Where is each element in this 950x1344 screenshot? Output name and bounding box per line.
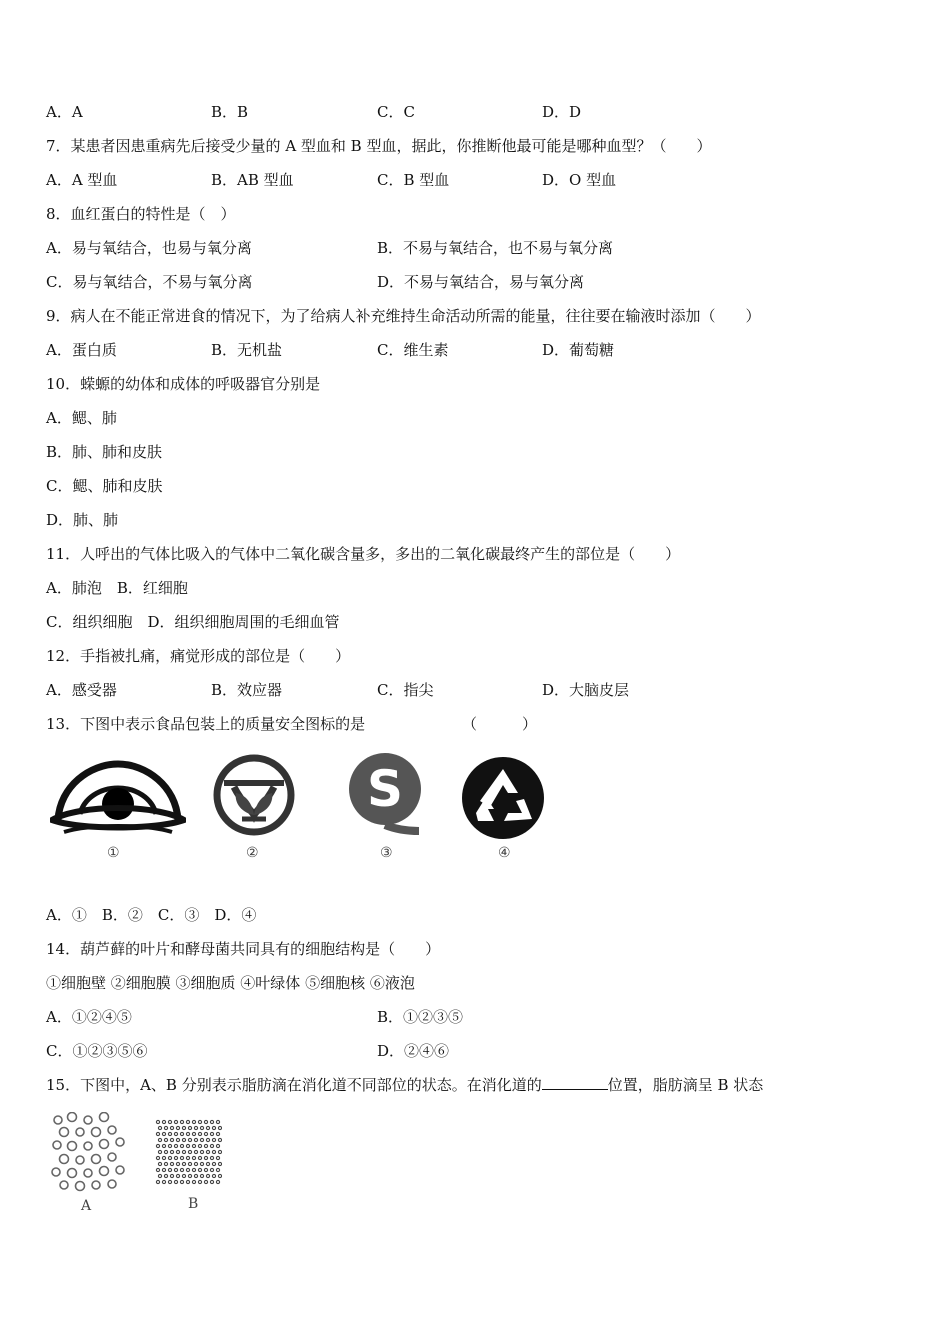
q12-option-d: D．大脑皮层 [542,681,630,699]
q10-option-a: A．鳃、肺 [46,409,117,427]
q15-stem-part-a: 15．下图中，A、B 分别表示脂肪滴在消化道不同部位的状态。在消化道的 [46,1076,542,1094]
q15-stem-part-b: 位置，脂肪滴呈 B 状态 [607,1076,764,1094]
q11-options-cd: C．组织细胞 D．组织细胞周围的毛细血管 [46,613,340,631]
q8-option-a: A．易与氧结合，也易与氧分离 [46,239,252,257]
q14-option-a: A．①②④⑤ [46,1008,132,1026]
q8-stem: 8．血红蛋白的特性是（ ） [46,205,236,223]
q12-stem: 12．手指被扎痛，痛觉形成的部位是（ ） [46,647,351,665]
green-food-emblem-icon [212,753,296,837]
q6-option-b: B．B [211,103,249,121]
halo-logo-icon [50,758,186,836]
q6-option-d: D．D [542,103,582,121]
q9-option-a: A．蛋白质 [46,341,117,359]
q13-caption-2: ② [246,845,259,861]
recycle-icon [460,755,546,841]
q10-option-b: B．肺、肺和皮肤 [46,443,163,461]
q6-option-c: C．C [377,103,415,121]
q8-option-c: C．易与氧结合，不易与氧分离 [46,273,253,291]
q9-stem: 9．病人在不能正常进食的情况下，为了给病人补充维持生命活动所需的能量，往往要在输液时添加（ ） [46,307,761,325]
q7-stem: 7．某患者因患重病先后接受少量的 A 型血和 B 型血，据此，你推断他最可能是哪种血型？（ ） [46,137,712,155]
q12-option-c: C．指尖 [377,681,434,699]
q9-option-d: D．葡萄糖 [542,341,615,359]
q7-option-c: C．B 型血 [377,171,450,189]
q10-option-d: D．肺、肺 [46,511,119,529]
q10-stem: 10．蝾螈的幼体和成体的呼吸器官分别是 [46,375,321,393]
q14-option-c: C．①②③⑤⑥ [46,1042,148,1060]
q14-option-b: B．①②③⑤ [377,1008,464,1026]
q9-option-b: B．无机盐 [211,341,283,359]
q8-option-b: B．不易与氧结合，也不易与氧分离 [377,239,614,257]
q7-option-a: A．A 型血 [46,171,118,189]
fat-droplets-a-figure [50,1112,128,1192]
q6-option-a: A．A [46,103,83,121]
q7-option-b: B．AB 型血 [211,171,294,189]
q13-caption-1: ① [107,845,120,861]
q15-caption-b: B [188,1196,199,1212]
q9-option-c: C．维生素 [377,341,449,359]
q13-paren: （ ） [462,715,538,733]
svg-text:S: S [366,760,404,818]
q15-caption-a: A [81,1198,92,1214]
q10-option-c: C．鳃、肺和皮肤 [46,477,163,495]
q13-caption-4: ④ [498,845,511,861]
q13-caption-3: ③ [380,845,393,861]
q14-stem: 14．葫芦藓的叶片和酵母菌共同具有的细胞结构是（ ） [46,940,441,958]
q15-stem [46,1075,763,1095]
q7-option-d: D．O 型血 [542,171,617,189]
q15-answer-blank[interactable] [542,1075,608,1090]
q11-stem: 11．人呼出的气体比吸入的气体中二氧化碳含量多，多出的二氧化碳最终产生的部位是（ ） [46,545,681,563]
fat-droplets-b-figure [154,1118,222,1186]
q11-options-ab: A．肺泡 B．红细胞 [46,579,188,597]
q12-option-a: A．感受器 [46,681,117,699]
q13-options: A．① B．② C．③ D．④ [46,906,257,924]
q14-option-d: D．②④⑥ [377,1042,450,1060]
qs-logo-icon [345,751,425,837]
q12-option-b: B．效应器 [211,681,283,699]
q13-stem: 13．下图中表示食品包装上的质量安全图标的是 [46,715,366,733]
q8-option-d: D．不易与氧结合，易与氧分离 [377,273,585,291]
q14-items: ①细胞壁 ②细胞膜 ③细胞质 ④叶绿体 ⑤细胞核 ⑥液泡 [46,974,415,992]
